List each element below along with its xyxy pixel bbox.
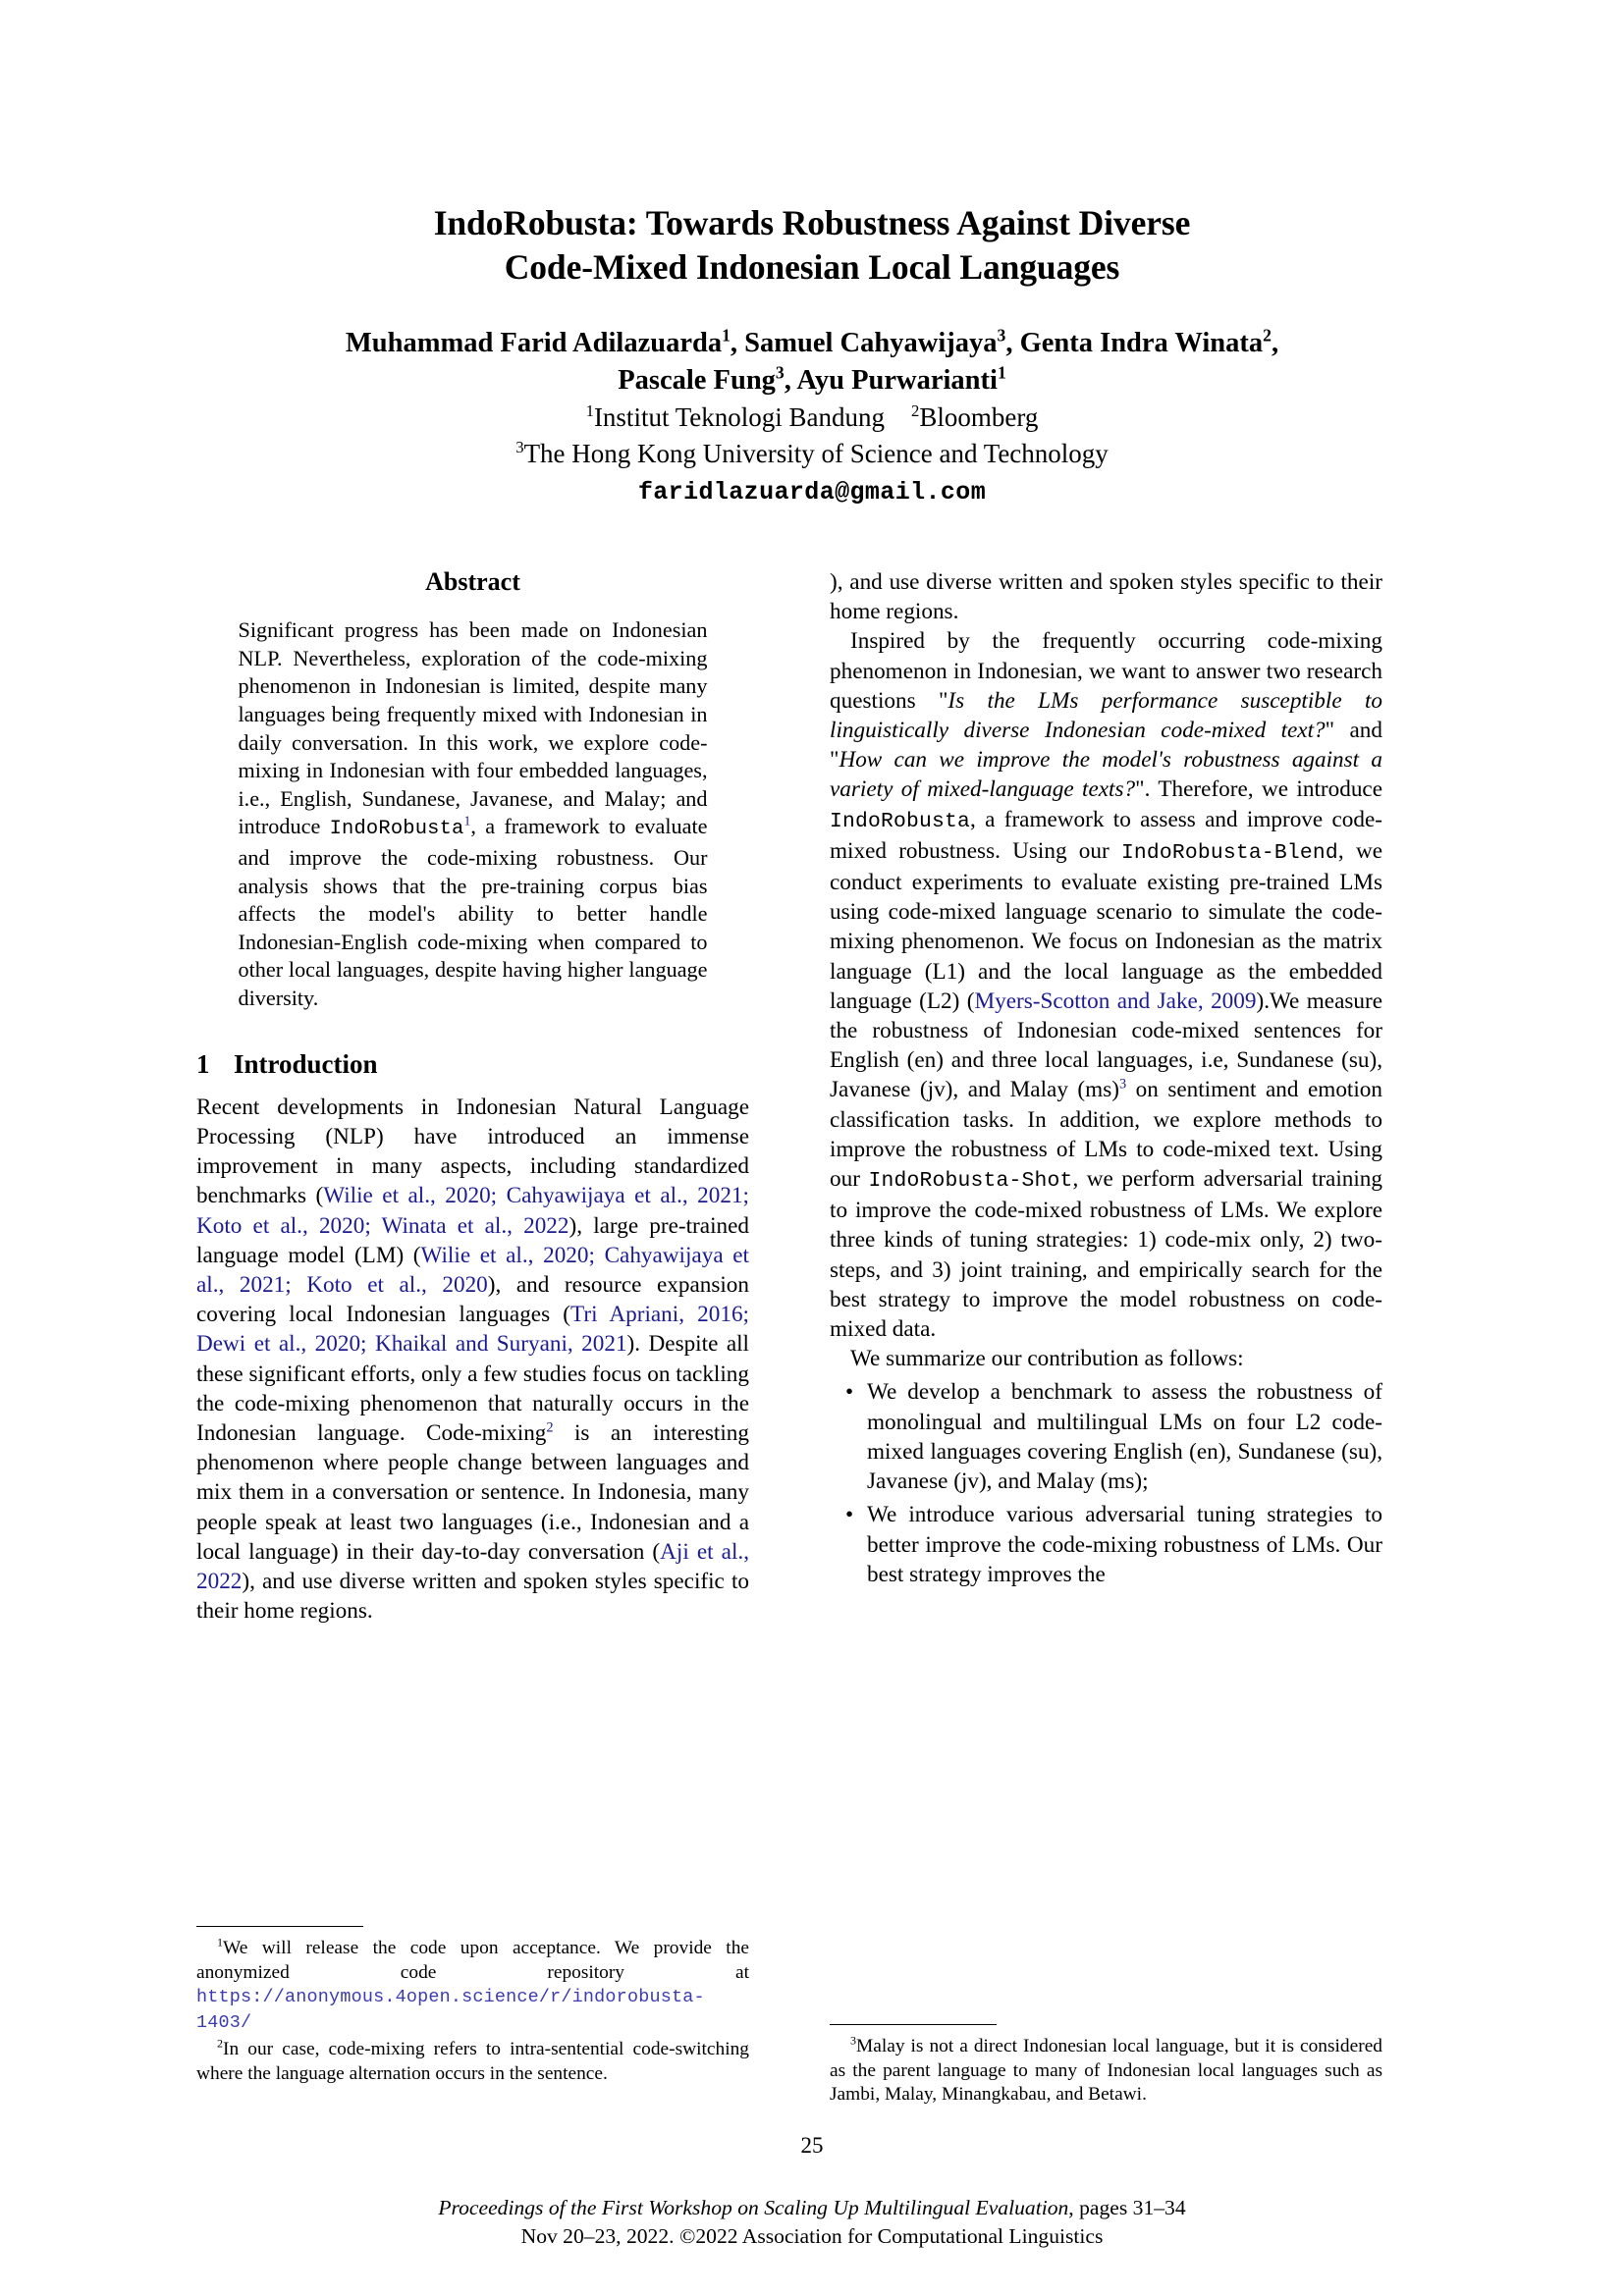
rq-text-part-6: ).We measure the robustness of Indonesian code-mixed sentences for English (en) and three local languages, i.e, Sundanese (su), Javanese (jv), and Malay (ms) bbox=[830, 988, 1382, 1103]
citation-link[interactable]: Myers-Scotton and Jake, 2009 bbox=[974, 988, 1257, 1014]
page-title bbox=[193, 201, 1431, 290]
footnote-number: 2 bbox=[217, 2036, 224, 2051]
citation-link[interactable]: Aji et al., 2022 bbox=[196, 1538, 749, 1594]
citation-link[interactable]: Wilie et al., 2020; Cahyawijaya et al., 2021; Koto et al., 2020; Winata et al., 2022 bbox=[196, 1183, 749, 1239]
footer-line-2: Nov 20–23, 2022. ©2022 Association for Computational Linguistics bbox=[520, 2224, 1104, 2248]
list-item: • We develop a benchmark to assess the robustness of monolingual and multilingual LMs on four L2 code-mixed languages covering English (en), Sundanese (su), Javanese (jv), and Malay (ms); bbox=[867, 1377, 1382, 1496]
indorobusta-mono: IndoRobusta bbox=[830, 809, 970, 833]
footnote-ref-2[interactable]: 2 bbox=[546, 1419, 554, 1436]
indorobusta-blend-mono: IndoRobusta-Blend bbox=[1120, 840, 1338, 865]
abstract-text-part-2: , a framework to evaluate and improve the code-mixing robustness. Our analysis shows that the pre-training corpus bias affects the model's ability to better handle Indonesian-English code-mixing when compared to other local languages, despite having higher language diversity. bbox=[238, 814, 708, 1010]
author-affil-marker: 1 bbox=[722, 325, 731, 346]
author-affil-marker: 3 bbox=[775, 362, 785, 383]
intro-text-part-6: ), and use diverse written and spoken styles specific to their home regions. bbox=[196, 1568, 749, 1625]
footnote-number: 1 bbox=[217, 1935, 224, 1949]
affiliation-marker: 3 bbox=[515, 438, 524, 456]
abstract-body bbox=[239, 616, 708, 1012]
abstract-text-part-1: Significant progress has been made on Indonesian NLP. Nevertheless, exploration of the code-mixing phenomenon in Indonesian is limited, despite many languages being frequently mixed with Indonesian in daily conversation. In this work, we explore code-mixing in Indonesian with four embedded languages, i.e., English, Sundanese, Javanese, and Malay; and introduce bbox=[238, 617, 708, 839]
proceedings-pages: , pages 31–34 bbox=[1068, 2196, 1186, 2219]
affiliation-line-2 bbox=[193, 436, 1431, 472]
author-line-2 bbox=[193, 362, 1431, 400]
footnote-rule bbox=[196, 1926, 363, 1927]
intro-text-part-1: Recent developments in Indonesian Natural Language Processing (NLP) have introduced an immense improvement in many aspects, including standardized benchmarks ( bbox=[196, 1094, 749, 1209]
page-number: 25 bbox=[800, 2133, 824, 2158]
footnote-ref-1[interactable]: 1 bbox=[463, 813, 471, 828]
affiliation-marker: 1 bbox=[585, 401, 594, 420]
footnote-2 bbox=[196, 2038, 749, 2086]
research-question-2: How can we improve the model's robustness against a variety of mixed-language texts? bbox=[830, 747, 1382, 803]
author-name: , Genta Indra Winata bbox=[1005, 328, 1264, 358]
intro-continuation-text: ), and use diverse written and spoken styles specific to their home regions. bbox=[830, 569, 1382, 625]
author-affil-marker: 1 bbox=[997, 362, 1006, 383]
author-separator: , bbox=[1271, 328, 1279, 358]
intro-paragraph-2 bbox=[830, 626, 1382, 1344]
right-footnotes bbox=[830, 2024, 1382, 2108]
indorobusta-mono: IndoRobusta bbox=[329, 818, 464, 841]
intro-text-part-3: ), and resource expansion covering local Indonesian languages ( bbox=[196, 1271, 749, 1328]
left-column bbox=[196, 567, 749, 1626]
author-name: , Ayu Purwarianti bbox=[784, 365, 998, 396]
research-question-1: Is the LMs performance susceptible to linguistically diverse Indonesian code-mixed text? bbox=[830, 687, 1382, 744]
affiliation-name: The Hong Kong University of Science and Technology bbox=[523, 439, 1109, 468]
left-footnotes bbox=[196, 1926, 749, 2087]
proceedings-title: Proceedings of the First Workshop on Scaling Up Multilingual Evaluation bbox=[438, 2196, 1069, 2219]
affiliation-gap bbox=[885, 402, 911, 432]
anonymous-repo-link[interactable]: https://anonymous.4open.science/r/indorobusta-1403/ bbox=[196, 1987, 705, 2033]
right-column bbox=[830, 567, 1382, 1589]
rq-text-part-5: , we conduct experiments to evaluate existing pre-trained LMs using code-mixed language scenario to simulate the code-mixing phenomenon. We focus on Indonesian as the matrix language (L1) and the local language as the embedded language (L2) ( bbox=[830, 837, 1382, 1014]
indorobusta-shot-mono: IndoRobusta-Shot bbox=[868, 1169, 1073, 1194]
author-list bbox=[193, 325, 1431, 510]
footnote-text: Malay is not a direct Indonesian local language, but it is considered as the parent language to many of Indonesian local languages such as Jambi, Malay, Minangkabau, and Betawi. bbox=[830, 2036, 1382, 2106]
footnote-number: 3 bbox=[850, 2033, 857, 2048]
author-line-1 bbox=[193, 325, 1431, 362]
rq-text-part-7: on sentiment and emotion classification tasks. In addition, we explore methods to improve the robustness of LMs to code-mixed text. Using our bbox=[830, 1077, 1382, 1193]
author-name: Pascale Fung bbox=[618, 365, 776, 396]
rq-text-part-1: Inspired by the frequently occurring code-mixing phenomenon in Indonesian, we want to answer two research questions " bbox=[830, 628, 1382, 714]
abstract-paragraph bbox=[239, 616, 708, 1012]
author-name: , Samuel Cahyawijaya bbox=[730, 328, 998, 358]
author-affil-marker: 3 bbox=[997, 325, 1006, 346]
footnote-3 bbox=[830, 2035, 1382, 2108]
affiliation-name: Institut Teknologi Bandung bbox=[593, 402, 886, 432]
footnote-text: In our case, code-mixing refers to intra-sentential code-switching where the language alternation occurs in the sentence. bbox=[196, 2039, 749, 2084]
contribution-intro: We summarize our contribution as follows: bbox=[850, 1346, 1244, 1372]
intro-paragraph-1-continued bbox=[830, 567, 1382, 626]
abstract-heading: Abstract bbox=[425, 567, 520, 596]
title-line-2: Code-Mixed Indonesian Local Languages bbox=[504, 247, 1120, 287]
footnote-1 bbox=[196, 1937, 749, 2035]
rq-text-part-3: ". Therefore, we introduce bbox=[1135, 776, 1382, 803]
intro-paragraph-1 bbox=[196, 1093, 749, 1627]
contribution-list bbox=[830, 1377, 1382, 1588]
affiliation-line-1 bbox=[193, 400, 1431, 436]
footnote-text: We will release the code upon acceptance. We provide the anonymized code repository at bbox=[196, 1938, 749, 1983]
footnote-rule bbox=[830, 2024, 997, 2025]
intro-text-part-5: is an interesting phenomenon where people change between languages and mix them in a conversation or sentence. In Indonesia, many people speak at least two languages (i.e., Indonesian and a local language) in their day-to-day conversation ( bbox=[196, 1419, 749, 1565]
intro-text-part-2: ), large pre-trained language model (LM) ( bbox=[196, 1212, 749, 1268]
footer-line-1 bbox=[0, 2194, 1624, 2222]
author-name: Muhammad Farid Adilazuarda bbox=[345, 328, 723, 358]
list-item: • We introduce various adversarial tuning strategies to better improve the code-mixing robustness of LMs. Our best strategy improves the bbox=[867, 1500, 1382, 1589]
title-line-1: IndoRobusta: Towards Robustness Against Diverse bbox=[433, 203, 1191, 242]
citation-link[interactable]: Tri Apriani, 2016; Dewi et al., 2020; Khaikal and Suryani, 2021 bbox=[196, 1302, 749, 1358]
rq-text-part-2: " and " bbox=[830, 718, 1382, 774]
author-affil-marker: 2 bbox=[1263, 325, 1272, 346]
rq-text-part-4: , a framework to assess and improve code-mixed robustness. Using our bbox=[830, 806, 1382, 864]
proceedings-footer bbox=[0, 2194, 1624, 2251]
affiliation-name: Bloomberg bbox=[919, 402, 1039, 432]
section-number: 1 bbox=[196, 1048, 210, 1079]
intro-text-part-4: ). Despite all these significant efforts, only a few studies focus on tackling the code-mixing phenomenon that naturally occurs in the Indonesian language. Code-mixing bbox=[196, 1331, 749, 1446]
footnote-ref-3[interactable]: 3 bbox=[1118, 1076, 1127, 1093]
section-title: Introduction bbox=[234, 1048, 378, 1079]
rq-text-part-8: , we perform adversarial training to improve the code-mixed robustness of LMs. We explore three kinds of tuning strategies: 1) code-mix only, 2) two-steps, and 3) joint training, and empirically search for the best strategy to improve the model robustness on code-mixed data. bbox=[830, 1166, 1382, 1343]
section-heading-introduction bbox=[196, 1049, 749, 1079]
citation-link[interactable]: Wilie et al., 2020; Cahyawijaya et al., 2021; Koto et al., 2020 bbox=[196, 1242, 749, 1298]
title-block bbox=[193, 201, 1431, 510]
contact-email[interactable]: faridlazuarda@gmail.com bbox=[637, 478, 987, 507]
affiliation-marker: 2 bbox=[911, 401, 920, 420]
